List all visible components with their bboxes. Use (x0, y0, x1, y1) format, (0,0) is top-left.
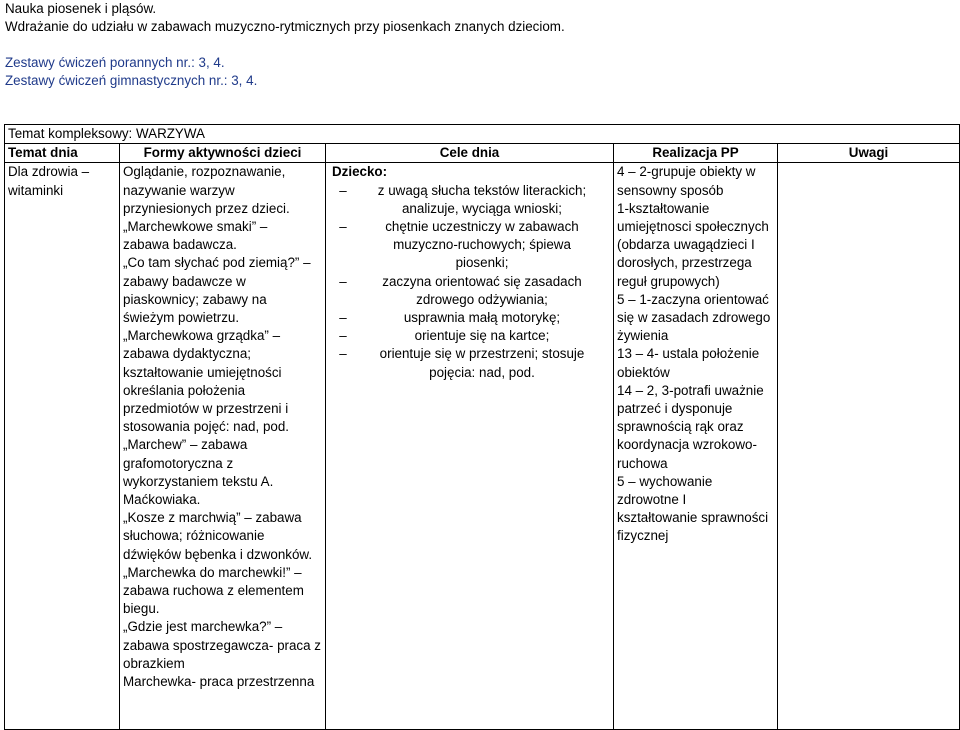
realizacja-line: obiektów (617, 364, 670, 380)
dash-bullet: – (339, 273, 347, 289)
realizacja-line: koordynacja wzrokowo- (617, 437, 757, 453)
formy-line: zabawa badawcza. (123, 237, 237, 253)
cele-item (332, 327, 610, 345)
header-cele: Cele dnia (326, 144, 614, 163)
realizacja-line: 5 – wychowanie (617, 473, 713, 489)
formy-line: Oglądanie, rozpoznawanie, (123, 164, 286, 180)
uwagi-cell (778, 163, 960, 730)
header-realizacja: Realizacja PP (614, 144, 778, 163)
intro-block (5, 0, 565, 90)
formy-line: „Marchewka do marchewki!” – (123, 564, 302, 580)
formy-line: nazywanie warzyw (123, 182, 235, 198)
formy-line: „Gdzie jest marchewka?” – (123, 619, 283, 635)
cele-list (332, 182, 610, 382)
realizacja-line: (obdarza uwagądzieci I (617, 237, 755, 253)
dash-bullet: – (339, 182, 347, 198)
formy-line: przyniesionych przez dzieci. (123, 200, 290, 216)
formy-line: grafomotoryczna z (123, 455, 234, 471)
cele-line: z uwagą słucha tekstów literackich; (377, 182, 587, 198)
cele-title: Dziecko: (332, 164, 388, 180)
cele-item (332, 273, 610, 309)
realizacja-line: 5 – 1-zaczyna orientować (617, 291, 769, 307)
lesson-plan-table (4, 124, 960, 730)
intro-line: Zestawy ćwiczeń gimnastycznych nr.: 3, 4. (5, 73, 258, 88)
realizacja-line: sprawnością rąk oraz (617, 419, 744, 435)
cele-line: chętnie uczestniczy w zabawach (385, 219, 579, 235)
formy-line: dźwięków bębenka i dzwonków. (123, 546, 313, 562)
formy-line: biegu. (123, 601, 160, 617)
formy-line: „Marchewkowe smaki” – (123, 219, 268, 235)
formy-line: Maćkowiaka. (123, 492, 201, 508)
realizacja-line: się w zasadach zdrowego (617, 310, 771, 326)
formy-line: wykorzystaniem tekstu A. (123, 473, 274, 489)
cele-line: muzyczno-ruchowych; śpiewa (393, 237, 571, 253)
formy-line: „Co tam słychać pod ziemią?” – (123, 255, 311, 271)
temat-cell: Dla zdrowia – witaminki (5, 163, 120, 730)
intro-line: Wdrażanie do udziału w zabawach muzyczno-rytmicznych przy piosenkach znanych dzieciom. (5, 19, 565, 34)
formy-cell (120, 163, 326, 730)
dash-bullet: – (339, 310, 347, 326)
realizacja-line: kształtowanie sprawności (617, 510, 769, 526)
realizacja-line: 4 – 2-grupuje obiekty w (617, 164, 756, 180)
formy-line: zabawa dydaktyczna; (123, 346, 252, 362)
formy-line: kształtowanie umiejętności (123, 364, 282, 380)
cele-line: analizuje, wyciąga wnioski; (401, 200, 563, 216)
formy-line: obrazkiem (123, 655, 185, 671)
dash-bullet: – (339, 346, 347, 362)
formy-line: słuchowa; różnicowanie (123, 528, 265, 544)
formy-line: Marchewka- praca przestrzenna (123, 674, 315, 690)
intro-line: Zestawy ćwiczeń porannych nr.: 3, 4. (5, 55, 225, 70)
cele-line: zaczyna orientować się zasadach (382, 273, 582, 289)
realizacja-line: umiejętnosci społecznych (617, 219, 769, 235)
formy-line: określania położenia (123, 382, 246, 398)
realizacja-line: patrzeć i dysponuje (617, 401, 733, 417)
realizacja-line: ruchowa (617, 455, 668, 471)
cele-line: piosenki; (455, 255, 509, 271)
formy-line: „Marchewkowa grządka” – (123, 328, 281, 344)
realizacja-line: 14 – 2, 3-potrafi uważnie (617, 382, 764, 398)
realizacja-line: reguł grupowych) (617, 273, 720, 289)
cele-item (332, 345, 610, 381)
formy-line: piaskownicy; zabawy na (123, 291, 267, 307)
cele-item (332, 309, 610, 327)
formy-line: zabawa spostrzegawcza- praca z (123, 637, 321, 653)
formy-line: „Kosze z marchwią” – zabawa (123, 510, 302, 526)
realizacja-line: dorosłych, przestrzega (617, 255, 752, 271)
realizacja-line: zdrowotne I (617, 492, 687, 508)
formy-line: świeżym powietrzu. (123, 310, 240, 326)
dash-bullet: – (339, 219, 347, 235)
header-formy: Formy aktywności dzieci (120, 144, 326, 163)
cele-line: orientuje się w przestrzeni; stosuje (379, 346, 585, 362)
formy-line: przedmiotów w przestrzeni i (123, 401, 289, 417)
realizacja-line: sensowny sposób (617, 182, 724, 198)
realizacja-cell (614, 163, 778, 730)
formy-line: zabawy badawcze w (123, 273, 246, 289)
cele-line: pojęcia: nad, pod. (429, 364, 535, 380)
formy-line: zabawa ruchowa z elementem (123, 583, 304, 599)
realizacja-line: fizycznej (617, 528, 669, 544)
cele-item (332, 218, 610, 273)
dash-bullet: – (339, 328, 347, 344)
complex-topic: Temat kompleksowy: WARZYWA (5, 125, 960, 144)
realizacja-line: 1-kształtowanie (617, 200, 710, 216)
cele-line: usprawnia małą motorykę; (403, 310, 561, 326)
realizacja-line: żywienia (617, 328, 669, 344)
header-uwagi: Uwagi (778, 144, 960, 163)
formy-line: stosowania pojęć: nad, pod. (123, 419, 290, 435)
intro-line: Nauka piosenek i pląsów. (5, 1, 157, 16)
cele-line: zdrowego odżywiania; (416, 291, 548, 307)
formy-line: „Marchew” – zabawa (123, 437, 248, 453)
cele-cell (326, 163, 614, 730)
header-temat: Temat dnia (5, 144, 120, 163)
cele-item (332, 182, 610, 218)
realizacja-line: 13 – 4- ustala położenie (617, 346, 760, 362)
cele-line: orientuje się na kartce; (414, 328, 550, 344)
